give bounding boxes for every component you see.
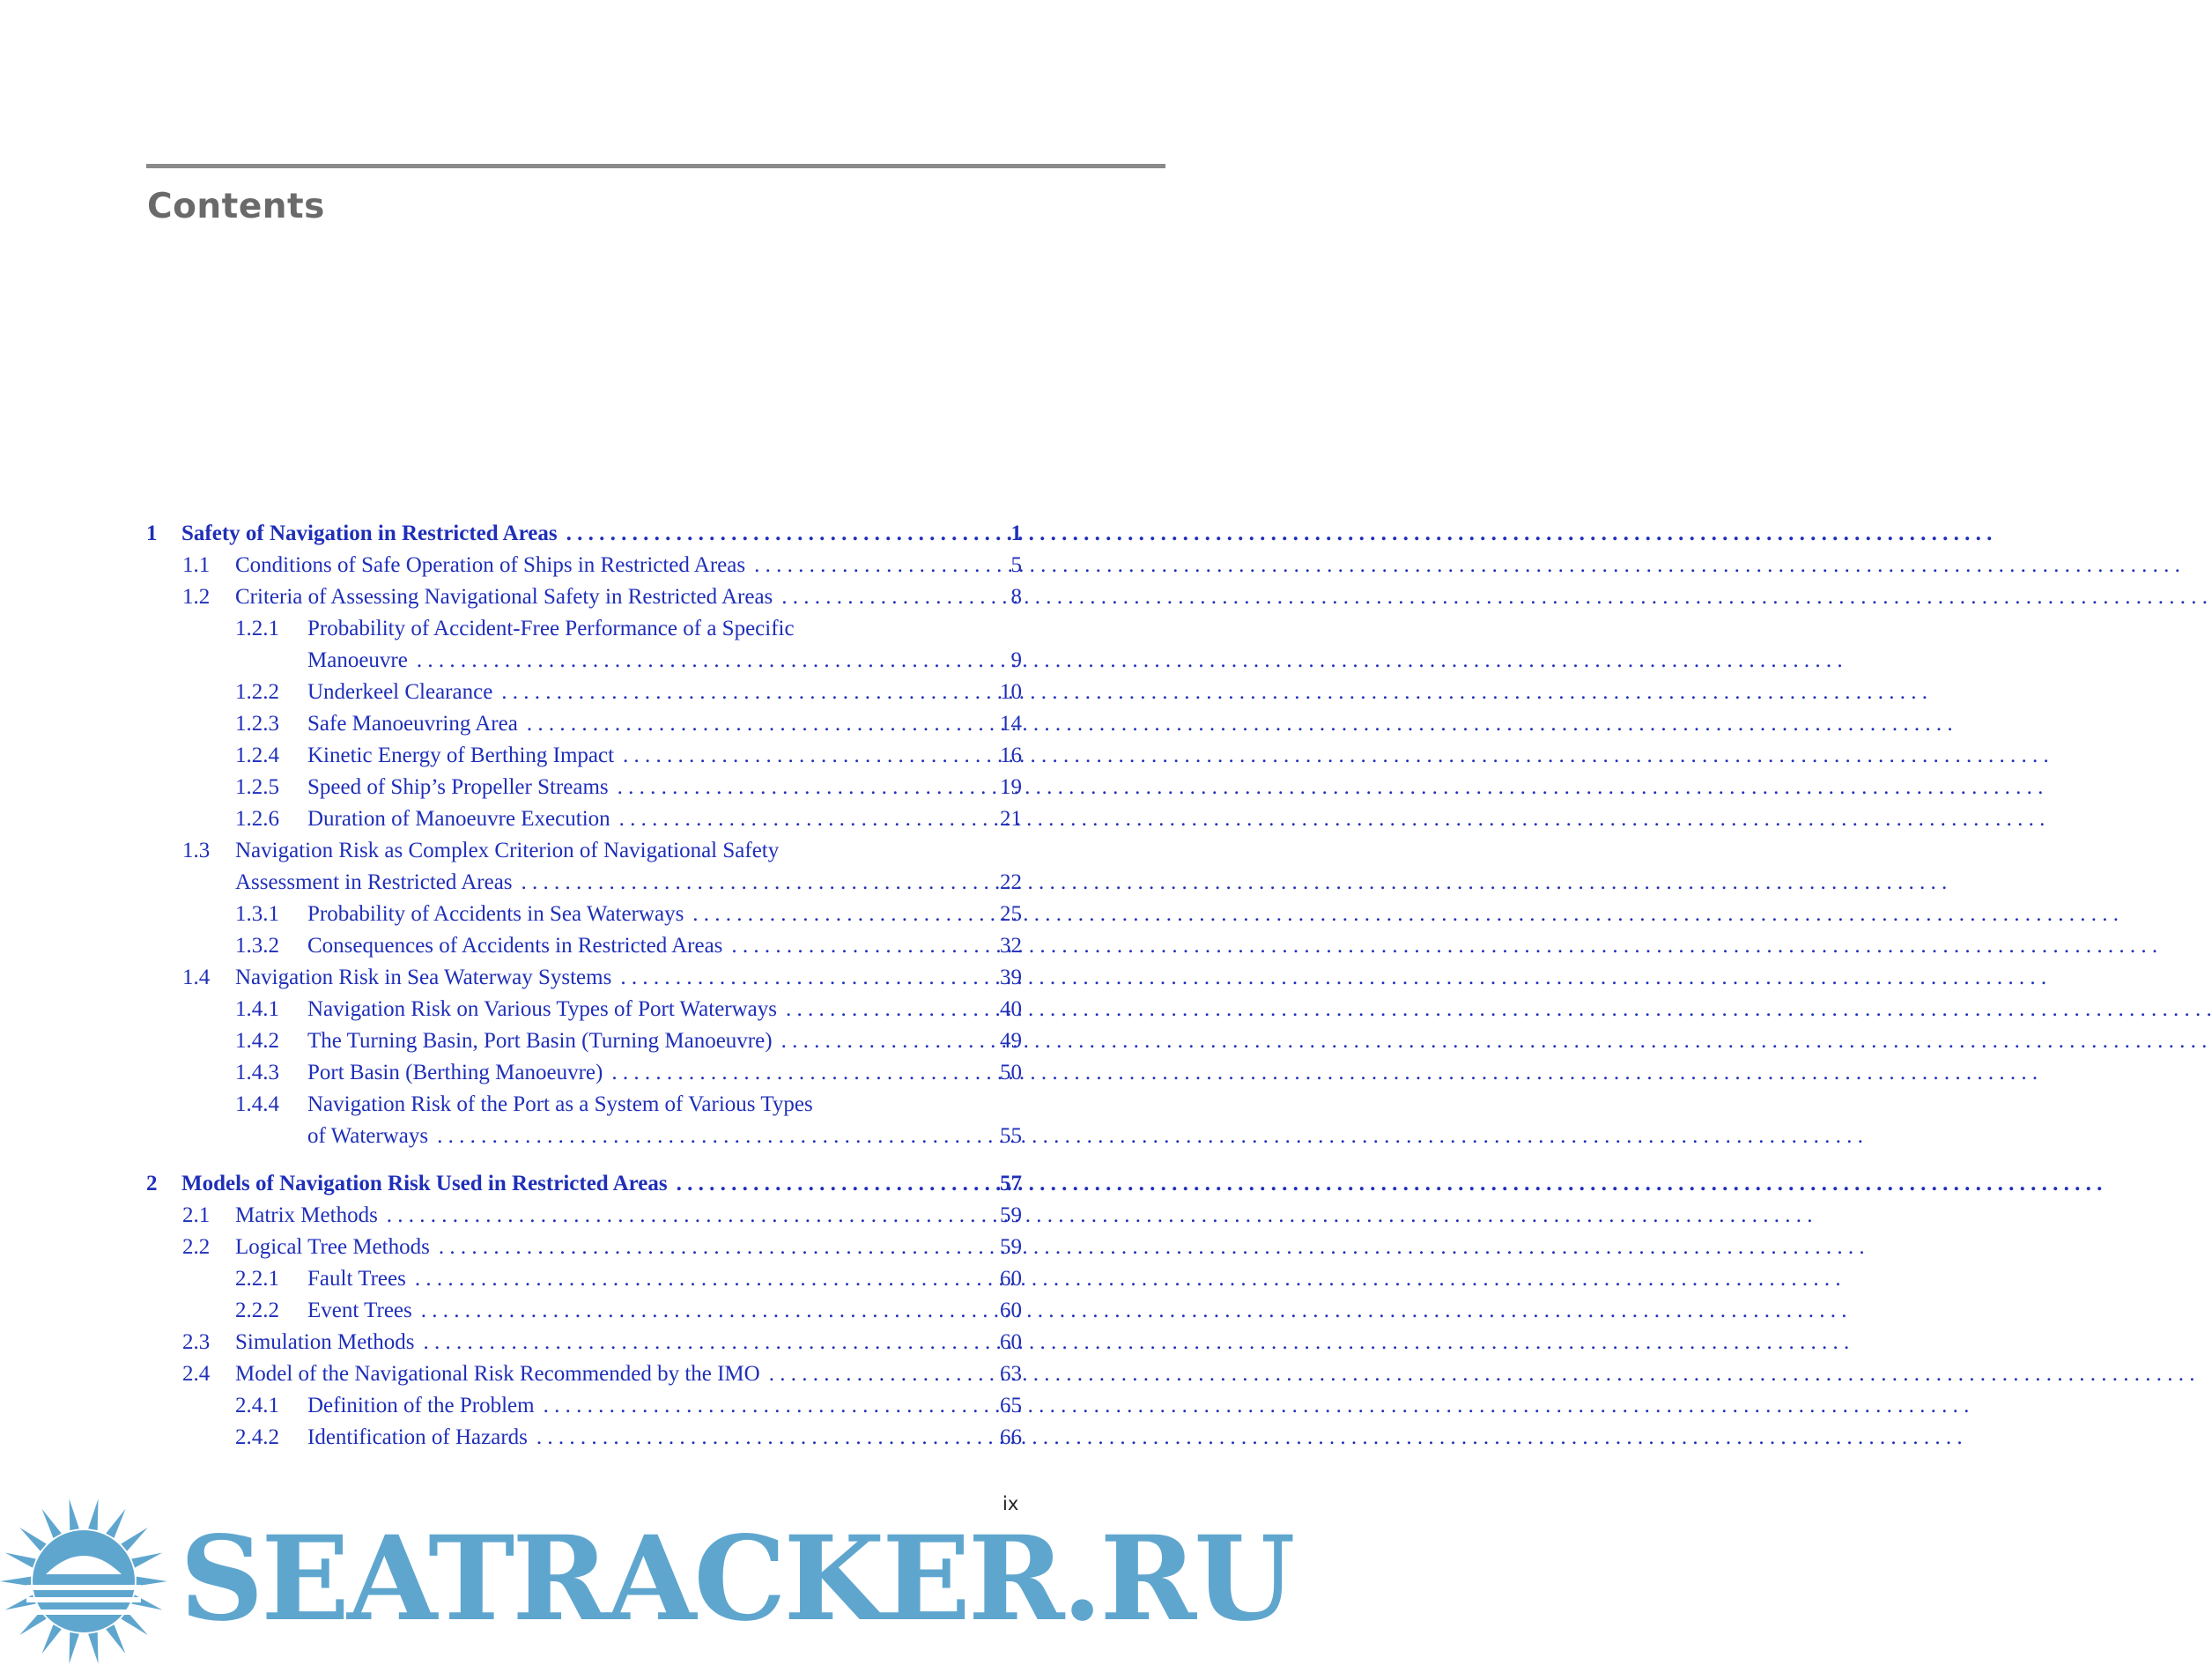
toc-entry-number: 1.2.1	[235, 617, 279, 640]
toc-entry-page[interactable]: 16	[1000, 744, 1022, 767]
toc-entry-title[interactable]: Conditions of Safe Operation of Ships in Restricted Areas	[235, 553, 746, 577]
toc-entry-title[interactable]: Probability of Accidents in Sea Waterways	[307, 902, 684, 926]
toc-entry[interactable]	[0, 1025, 1165, 1057]
toc-entry[interactable]	[0, 899, 1165, 930]
toc-entry[interactable]	[0, 1358, 1165, 1390]
toc-entry-title[interactable]: Navigation Risk on Various Types of Port Waterways	[307, 997, 777, 1021]
toc-entry-number: 1.3.2	[235, 934, 279, 958]
leader-dots	[423, 1327, 1849, 1358]
toc-entry-title[interactable]: Logical Tree Methods	[235, 1235, 430, 1259]
sun-ray	[88, 1498, 98, 1530]
sun-logo-icon	[0, 1493, 176, 1665]
toc-entry-number: 2.3	[182, 1330, 211, 1354]
table-of-contents	[0, 518, 1165, 1454]
toc-entry-page[interactable]: 40	[1000, 997, 1022, 1021]
sun-ray	[70, 1632, 79, 1664]
toc-entry-number: 2	[146, 1172, 158, 1195]
leader-dots	[677, 1168, 2103, 1200]
sun-ray	[19, 1528, 47, 1551]
toc-entry-page[interactable]: 55	[1000, 1124, 1022, 1148]
toc-entry-page[interactable]: 9	[1010, 648, 1022, 672]
toc-entry-continuation[interactable]	[0, 645, 1165, 677]
toc-entry-page[interactable]: 10	[1000, 680, 1022, 704]
toc-entry-page[interactable]: 49	[1000, 1029, 1022, 1053]
leader-dots	[501, 677, 1927, 708]
toc-entry-title[interactable]: Models of Navigation Risk Used in Restricted Areas	[181, 1172, 668, 1195]
sun-ray	[70, 1498, 79, 1530]
toc-entry-page[interactable]: 59	[1000, 1203, 1022, 1227]
toc-entry-title[interactable]: Simulation Methods	[235, 1330, 415, 1354]
leader-dots	[421, 1295, 1847, 1327]
top-rule	[146, 164, 1165, 168]
toc-entry-number: 2.1	[182, 1203, 211, 1227]
toc-entry[interactable]	[0, 772, 1165, 803]
toc-entry[interactable]	[0, 1390, 1165, 1422]
toc-entry[interactable]	[0, 1422, 1165, 1454]
toc-entry[interactable]	[0, 1057, 1165, 1089]
toc-entry-number: 1.2.6	[235, 807, 279, 831]
page-number: ix	[1002, 1493, 1019, 1514]
page-title: Contents	[147, 187, 325, 226]
toc-entry-title[interactable]: Navigation Risk as Complex Criterion of Navigational Safety	[235, 839, 780, 862]
sun-ray	[131, 1553, 162, 1568]
toc-entry-title[interactable]: Navigation Risk of the Port as a System of Various Types	[307, 1092, 813, 1116]
toc-entry-title[interactable]: Model of the Navigational Risk Recommended by the IMO	[235, 1362, 760, 1386]
toc-entry-number: 2.2.2	[235, 1299, 279, 1322]
toc-entry-number: 1	[146, 522, 158, 545]
toc-entry[interactable]	[0, 550, 1165, 581]
toc-entry-title[interactable]: Navigation Risk in Sea Waterway Systems	[235, 966, 612, 989]
toc-entry[interactable]	[0, 994, 1165, 1025]
leader-dots	[439, 1232, 1865, 1263]
leader-dots	[417, 645, 1843, 677]
sun-ray	[5, 1553, 36, 1568]
toc-entry-title[interactable]: Probability of Accident-Free Performance of a Specific	[307, 617, 795, 640]
toc-entry[interactable]	[0, 803, 1165, 835]
toc-entry-page[interactable]: 32	[1000, 934, 1022, 958]
sun-ray	[121, 1611, 148, 1635]
toc-entry-page[interactable]: 50	[1000, 1061, 1022, 1084]
toc-entry-number: 1.4	[182, 966, 211, 989]
toc-entry[interactable]	[0, 962, 1165, 994]
toc-entry-number: 1.2.4	[235, 744, 279, 767]
toc-entry[interactable]	[0, 1232, 1165, 1263]
leader-dots	[781, 1025, 2208, 1057]
sun-ray	[0, 1577, 31, 1587]
sun-ray	[137, 1577, 167, 1587]
toc-entry-title-continued[interactable]: of Waterways	[307, 1124, 429, 1148]
leader-dots	[437, 1121, 1863, 1152]
toc-entry-title[interactable]: Definition of the Problem	[307, 1394, 535, 1417]
toc-entry-number: 1.4.4	[235, 1092, 279, 1116]
toc-entry-page[interactable]: 60	[1000, 1267, 1022, 1291]
toc-entry-title[interactable]: Matrix Methods	[235, 1203, 378, 1227]
leader-dots	[387, 1200, 1813, 1232]
toc-entry-page[interactable]: 63	[1000, 1362, 1022, 1386]
toc-entry-number: 1.2.2	[235, 680, 279, 704]
toc-entry-number: 1.1	[182, 553, 211, 577]
leader-dots	[754, 550, 2180, 581]
leader-dots	[522, 867, 1948, 899]
toc-entry-title[interactable]: Kinetic Energy of Berthing Impact	[307, 744, 615, 767]
toc-entry[interactable]	[0, 1089, 1165, 1121]
watermark	[0, 1493, 1293, 1665]
toc-entry-page[interactable]: 14	[1000, 712, 1022, 736]
toc-entry-number: 1.3	[182, 839, 211, 862]
toc-entry-number: 1.4.1	[235, 997, 279, 1021]
leader-dots	[769, 1358, 2195, 1390]
toc-entry-page[interactable]: 25	[1000, 902, 1022, 926]
toc-entry-continuation[interactable]	[0, 1121, 1165, 1152]
toc-entry-number: 1.2.3	[235, 712, 279, 736]
toc-entry-page[interactable]: 39	[1000, 966, 1022, 989]
toc-entry-number: 2.4	[182, 1362, 211, 1386]
toc-entry-page[interactable]: 66	[1000, 1425, 1022, 1449]
leader-dots	[415, 1263, 1841, 1295]
toc-entry-number: 1.2	[182, 585, 211, 609]
toc-entry-continuation[interactable]	[0, 867, 1165, 899]
toc-entry[interactable]	[0, 581, 1165, 613]
sun-ray	[42, 1509, 62, 1538]
toc-entry-title[interactable]: Port Basin (Berthing Manoeuvre)	[307, 1061, 603, 1084]
toc-entry-page[interactable]: 59	[1000, 1235, 1022, 1259]
sun-ray	[88, 1632, 98, 1664]
toc-entry-title[interactable]: Criteria of Assessing Navigational Safety in Restricted Areas	[235, 585, 773, 609]
toc-entry-page[interactable]: 57	[1000, 1172, 1022, 1195]
sun-ray	[121, 1528, 148, 1551]
toc-entry[interactable]	[0, 835, 1165, 867]
toc-entry-title[interactable]: Fault Trees	[307, 1267, 406, 1291]
toc-entry-title[interactable]: Duration of Manoeuvre Execution	[307, 807, 610, 831]
toc-entry-page[interactable]: 22	[1000, 870, 1022, 894]
toc-entry[interactable]	[0, 518, 1165, 550]
toc-entry-page[interactable]: 19	[1000, 775, 1022, 799]
toc-entry-title[interactable]: Speed of Ship’s Propeller Streams	[307, 775, 609, 799]
toc-entry-title[interactable]: Underkeel Clearance	[307, 680, 493, 704]
toc-entry[interactable]	[0, 708, 1165, 740]
leader-dots	[566, 518, 1993, 550]
sun-ray	[106, 1509, 125, 1538]
toc-entry-page[interactable]: 21	[1000, 807, 1022, 831]
toc-entry[interactable]	[0, 1200, 1165, 1232]
leader-dots	[623, 740, 2049, 772]
toc-entry-title[interactable]: Safety of Navigation in Restricted Areas	[181, 522, 558, 545]
toc-entry-number: 1.4.2	[235, 1029, 279, 1053]
toc-entry[interactable]	[0, 1295, 1165, 1327]
toc-entry[interactable]	[0, 1168, 1165, 1200]
sun-ray	[19, 1611, 47, 1635]
toc-entry-title[interactable]: Event Trees	[307, 1299, 412, 1322]
leader-dots	[692, 899, 2119, 930]
leader-dots	[544, 1390, 1970, 1422]
toc-entry[interactable]	[0, 1327, 1165, 1358]
toc-entry[interactable]	[0, 1263, 1165, 1295]
leader-dots	[611, 1057, 2038, 1089]
toc-entry-page[interactable]: 8	[1010, 585, 1022, 609]
toc-entry[interactable]	[0, 613, 1165, 645]
leader-dots	[618, 772, 2044, 803]
toc-entry[interactable]	[0, 930, 1165, 962]
toc-entry-number: 2.4.1	[235, 1394, 279, 1417]
leader-dots	[619, 803, 2046, 835]
sun-ray	[42, 1624, 62, 1654]
leader-dots	[527, 708, 1953, 740]
watermark-text: SEATRACKER.RU	[180, 1511, 1293, 1647]
toc-entry-title-continued[interactable]: Assessment in Restricted Areas	[235, 870, 513, 894]
toc-entry-number: 2.2	[182, 1235, 211, 1259]
toc-entry-page[interactable]: 60	[1000, 1330, 1022, 1354]
leader-dots	[536, 1422, 1963, 1454]
toc-entry-page[interactable]: 65	[1000, 1394, 1022, 1417]
toc-entry-number: 1.3.1	[235, 902, 279, 926]
toc-entry-title[interactable]: Consequences of Accidents in Restricted Areas	[307, 934, 723, 958]
toc-entry-title[interactable]: Identification of Hazards	[307, 1425, 528, 1449]
toc-entry[interactable]	[0, 677, 1165, 708]
toc-entry-page[interactable]: 1	[1010, 522, 1022, 545]
leader-dots	[731, 930, 2157, 962]
sun-ray	[106, 1624, 125, 1654]
toc-entry-title-continued[interactable]: Manoeuvre	[307, 648, 408, 672]
toc-entry-title[interactable]: The Turning Basin, Port Basin (Turning Manoeuvre)	[307, 1029, 773, 1053]
leader-dots	[620, 962, 2046, 994]
leader-dots	[781, 581, 2208, 613]
toc-entry-page[interactable]: 5	[1010, 553, 1022, 577]
toc-entry-number: 2.4.2	[235, 1425, 279, 1449]
toc-entry-page[interactable]: 60	[1000, 1299, 1022, 1322]
toc-entry[interactable]	[0, 740, 1165, 772]
toc-entry-number: 2.2.1	[235, 1267, 279, 1291]
toc-entry-number: 1.4.3	[235, 1061, 279, 1084]
toc-entry-number: 1.2.5	[235, 775, 279, 799]
toc-entry-title[interactable]: Safe Manoeuvring Area	[307, 712, 518, 736]
